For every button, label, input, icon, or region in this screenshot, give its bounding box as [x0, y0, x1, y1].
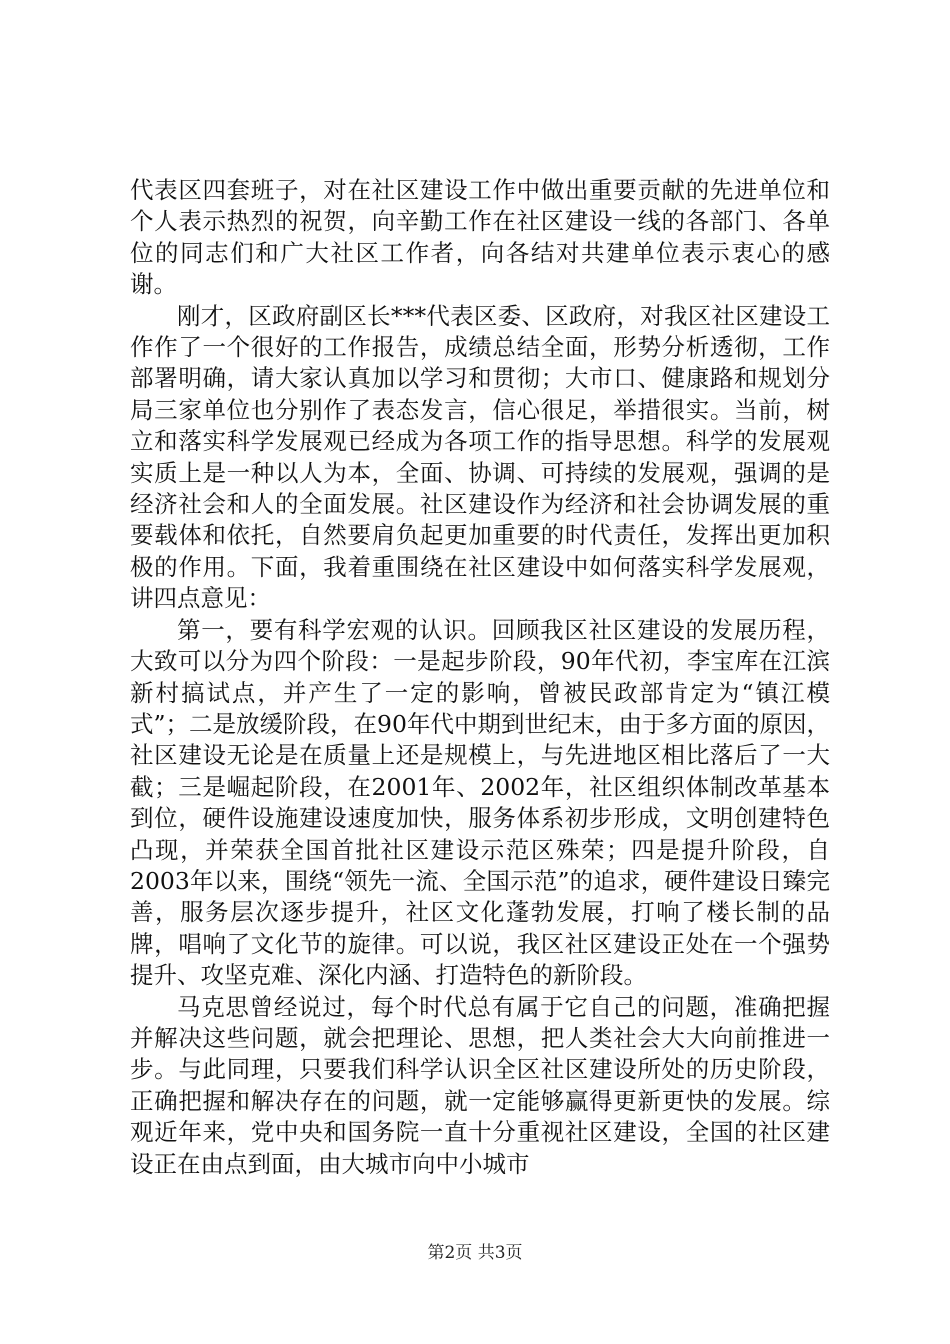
page-number: 第2页 共3页	[427, 1243, 523, 1263]
paragraph-4: 马克思曾经说过，每个时代总有属于它自己的问题，准确把握并解决这些问题，就会把理论、思想，把人类社会大大向前推进一步。与此同理，只要我们科学认识全区社区建设所处的历史阶段，正确把握和解决存在的问题，就一定能够赢得更新更快的发展。综观近年来，党中央和国务院一直十分重视社区建设，全国的社区建设正在由点到面，由大城市向中小城市	[130, 992, 830, 1178]
document-body	[130, 175, 830, 1180]
paragraph-2: 刚才，区政府副区长***代表区委、区政府，对我区社区建设工作作了一个很好的工作报告，成绩总结全面，形势分析透彻，工作部署明确，请大家认真加以学习和贯彻；大市口、健康路和规划分局三家单位也分别作了表态发言，信心很足，举措很实。当前，树立和落实科学发展观已经成为各项工作的指导思想。科学的发展观实质上是一种以人为本，全面、协调、可持续的发展观，强调的是经济社会和人的全面发展。社区建设作为经济和社会协调发展的重要载体和依托，自然要肩负起更加重要的时代责任，发挥出更加积极的作用。下面，我着重围绕在社区建设中如何落实科学发展观，讲四点意见：	[130, 301, 830, 613]
paragraph-1: 代表区四套班子，对在社区建设工作中做出重要贡献的先进单位和个人表示热烈的祝贺，向辛勤工作在社区建设一线的各部门、各单位的同志们和广大社区工作者，向各结对共建单位表示衷心的感谢。	[130, 176, 830, 299]
paragraph-3: 第一，要有科学宏观的认识。回顾我区社区建设的发展历程，大致可以分为四个阶段：一是起步阶段，90年代初，李宝库在江滨新村搞试点，并产生了一定的影响，曾被民政部肯定为“镇江模式”；二是放缓阶段，在90年代中期到世纪末，由于多方面的原因，社区建设无论是在质量上还是规模上，与先进地区相比落后了一大截；三是崛起阶段，在2001年、2002年，社区组织体制改革基本到位，硬件设施建设速度加快，服务体系初步形成，文明创建特色凸现，并荣获全国首批社区建设示范区殊荣；四是提升阶段，自2003年以来，围绕“领先一流、全国示范”的追求，硬件建设日臻完善，服务层次逐步提升，社区文化蓬勃发展，打响了楼长制的品牌，唱响了文化节的旋律。可以说，我区社区建设正处在一个强势提升、攻坚克难、深化内涵、打造特色的新阶段。	[130, 615, 830, 990]
